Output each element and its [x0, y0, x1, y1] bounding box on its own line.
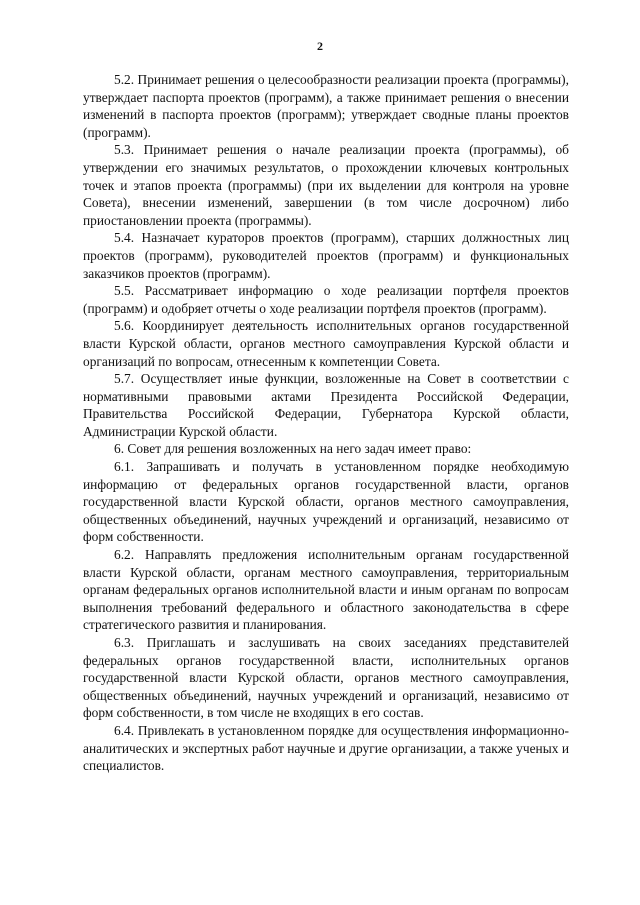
paragraph-5-6: 5.6. Координирует деятельность исполнительных органов государственной власти Курской области, органов местного самоуправления Курской области и организаций по вопросам, отнесенным к компетенции Совета. [83, 318, 569, 369]
paragraph-6-1: 6.1. Запрашивать и получать в установленном порядке необходимую информацию от федеральных органов государственной власти, органов государственной власти Курской области, органов местного самоуправления, общественных объединений, научных учреждений и организаций, независимо от форм собственности. [83, 459, 569, 545]
paragraph-5-5: 5.5. Рассматривает информацию о ходе реализации портфеля проектов (программ) и одобряет отчеты о ходе реализации портфеля проектов (программ). [83, 283, 569, 316]
paragraph-6-3: 6.3. Приглашать и заслушивать на своих заседаниях представителей федеральных органов государственной власти, исполнительных органов государственной власти Курской области, органов местного самоуправления, общественных объединений, научных учреждений и организаций, независимо от форм собственности, в том числе не входящих в его состав. [83, 635, 569, 721]
paragraph-5-7: 5.7. Осуществляет иные функции, возложенные на Совет в соответствии с нормативными правовыми актами Президента Российской Федерации, Правительства Российской Федерации, Губернатора Курской области, Администрации Курской области. [83, 371, 569, 439]
page-number: 2 [317, 39, 323, 53]
paragraph-5-3: 5.3. Принимает решения о начале реализации проекта (программы), об утверждении его значимых результатов, о прохождении ключевых контрольных точек и этапов проекта (программы) (при их выделении для контроля на уровне Совета), внесении изменений, завершении (в том числе досрочном) либо приостановлении проекта (программы). [83, 142, 569, 228]
paragraph-5-4: 5.4. Назначает кураторов проектов (программ), старших должностных лиц проектов (программ), руководителей проектов (программ) и функциональных заказчиков проектов (программ). [83, 230, 569, 281]
paragraph-6-2: 6.2. Направлять предложения исполнительным органам государственной власти Курской области, органам местного самоуправления, территориальным органам федеральных органов исполнительной власти и иным органам по вопросам выполнения требований федерального и областного законодательства в сфере стратегического развития и планирования. [83, 547, 569, 633]
document-body [83, 71, 569, 775]
paragraph-6-4: 6.4. Привлекать в установленном порядке для осуществления информационно-аналитических и экспертных работ научные и другие организации, а также ученых и специалистов. [83, 722, 569, 774]
paragraph-5-2: 5.2. Принимает решения о целесообразности реализации проекта (программы), утверждает паспорта проектов (программ), а также принимает решения о внесении изменений в паспорта проектов (программ); утверждает сводные планы проектов (программ). [83, 72, 569, 140]
paragraph-6: 6. Совет для решения возложенных на него задач имеет право: [114, 441, 472, 457]
